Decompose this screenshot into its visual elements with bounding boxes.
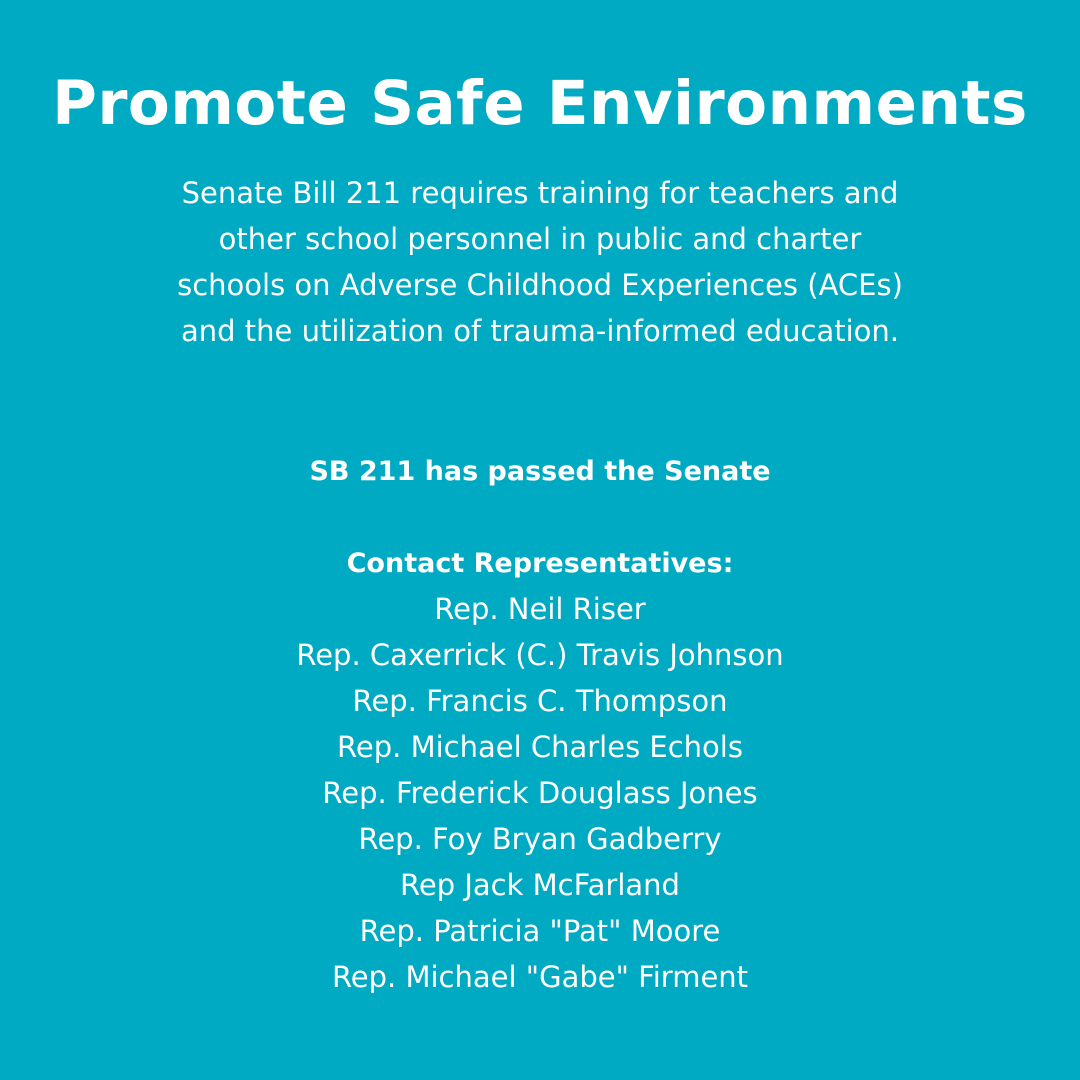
representative-item: Rep. Michael "Gabe" Firment xyxy=(331,960,749,994)
representative-item: Rep. Neil Riser xyxy=(434,592,646,626)
bill-status: SB 211 has passed the Senate xyxy=(309,456,771,487)
contact-heading: Contact Representatives: xyxy=(346,548,734,579)
bill-description xyxy=(90,170,990,354)
representative-item: Rep. Francis C. Thompson xyxy=(352,684,728,718)
poster-title: Promote Safe Environments xyxy=(52,68,1028,139)
representatives-list xyxy=(0,586,1080,1000)
description-line: other school personnel in public and charter xyxy=(218,222,862,256)
representative-item: Rep Jack McFarland xyxy=(400,868,680,902)
representative-item: Rep. Foy Bryan Gadberry xyxy=(358,822,722,856)
description-line: schools on Adverse Childhood Experiences (ACEs) xyxy=(177,268,903,302)
representative-item: Rep. Patricia "Pat" Moore xyxy=(359,914,721,948)
representative-item: Rep. Michael Charles Echols xyxy=(337,730,743,764)
representative-item: Rep. Frederick Douglass Jones xyxy=(322,776,758,810)
description-line: Senate Bill 211 requires training for teachers and xyxy=(181,176,899,210)
description-line: and the utilization of trauma-informed education. xyxy=(180,314,899,348)
representative-item: Rep. Caxerrick (C.) Travis Johnson xyxy=(296,638,784,672)
